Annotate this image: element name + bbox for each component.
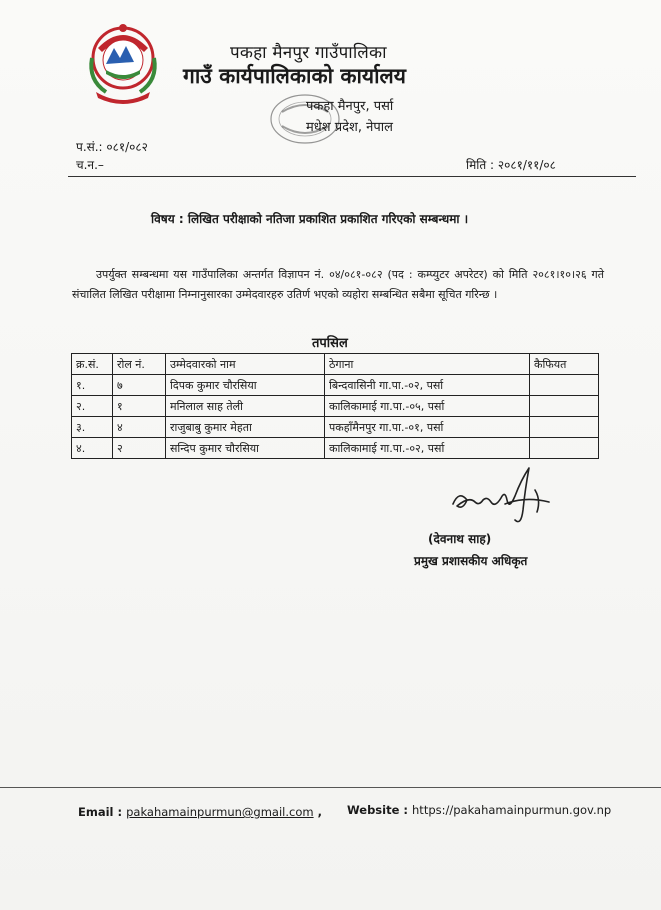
header-address: ठेगाना — [325, 354, 530, 375]
header-divider — [68, 176, 636, 177]
email-label: Email : — [78, 805, 123, 819]
cell-name: मनिलाल साह तेली — [166, 396, 325, 417]
table-row — [72, 438, 599, 459]
cell-serial: १. — [72, 375, 113, 396]
dispatch-number: च.न.– — [76, 158, 104, 172]
government-emblem-icon — [84, 18, 162, 104]
footer-website — [347, 803, 611, 817]
cell-name: राजुबाबु कुमार मेहता — [166, 417, 325, 438]
office-name: गाउँ कार्यपालिकाको कार्यालय — [183, 64, 406, 88]
footer-divider — [0, 787, 661, 788]
cell-name: दिपक कुमार चौरसिया — [166, 375, 325, 396]
cell-remarks — [530, 396, 599, 417]
cell-remarks — [530, 438, 599, 459]
cell-serial: ४. — [72, 438, 113, 459]
header-serial: क्र.सं. — [72, 354, 113, 375]
header-roll: रोल नं. — [113, 354, 166, 375]
table-row — [72, 375, 599, 396]
letter-body-text: उपर्युक्त सम्बन्धमा यस गाउँपालिका अन्तर्गत विज्ञापन नं. ०४/०८१-०८२ (पद : कम्प्युटर अपरेटर) को मिति २०८१।१०।२६ गते संचालित लिखित परीक्षामा निम्नानुसारका उम्मेदवारहरु उतिर्ण भएको व्यहोरा सम्बन्धित सबैमा सूचित गरिन्छ । — [72, 268, 604, 301]
cell-address: पकहाँमैनपुर गा.पा.-०१, पर्सा — [325, 417, 530, 438]
table-title: तपसिल — [312, 336, 348, 351]
letter-subject: विषय : लिखित परीक्षाको नतिजा प्रकाशित प्रकाशित गरिएको सम्बन्धमा । — [151, 212, 469, 226]
letter-body — [72, 265, 604, 305]
cell-serial: ३. — [72, 417, 113, 438]
cell-serial: २. — [72, 396, 113, 417]
cell-roll: ४ — [113, 417, 166, 438]
website-label: Website : — [347, 803, 408, 817]
cell-name: सन्दिप कुमार चौरसिया — [166, 438, 325, 459]
signatory-title: प्रमुख प्रशासकीय अधिकृत — [414, 554, 528, 568]
reference-number: प.सं.: ०८१/०८२ — [76, 140, 148, 154]
cell-address: बिन्दवासिनी गा.पा.-०२, पर्सा — [325, 375, 530, 396]
address-line-1: पकहा मैनपुर, पर्सा — [306, 99, 394, 114]
cell-remarks — [530, 417, 599, 438]
letter-date: मिति : २०८१/११/०८ — [466, 158, 556, 172]
cell-roll: २ — [113, 438, 166, 459]
table-row — [72, 396, 599, 417]
cell-roll: १ — [113, 396, 166, 417]
table-row — [72, 417, 599, 438]
header-remarks: कैफियत — [530, 354, 599, 375]
address-line-2: मधेश प्रदेश, नेपाल — [306, 120, 393, 135]
email-separator: , — [317, 805, 322, 819]
cell-address: कालिकामाई गा.पा.-०२, पर्सा — [325, 438, 530, 459]
signature-icon — [445, 460, 555, 530]
email-link[interactable]: pakahamainpurmun@gmail.com — [126, 805, 314, 819]
footer-email — [78, 805, 322, 819]
website-link[interactable]: https://pakahamainpurmun.gov.np — [412, 803, 612, 817]
table-header-row — [72, 354, 599, 375]
cell-address: कालिकामाई गा.पा.-०५, पर्सा — [325, 396, 530, 417]
cell-remarks — [530, 375, 599, 396]
signatory-name: (देवनाथ साह) — [428, 532, 492, 546]
cell-roll: ७ — [113, 375, 166, 396]
organization-name: पकहा मैनपुर गाउँपालिका — [230, 43, 387, 63]
results-table — [71, 353, 599, 459]
header-candidate-name: उम्मेदवारको नाम — [166, 354, 325, 375]
